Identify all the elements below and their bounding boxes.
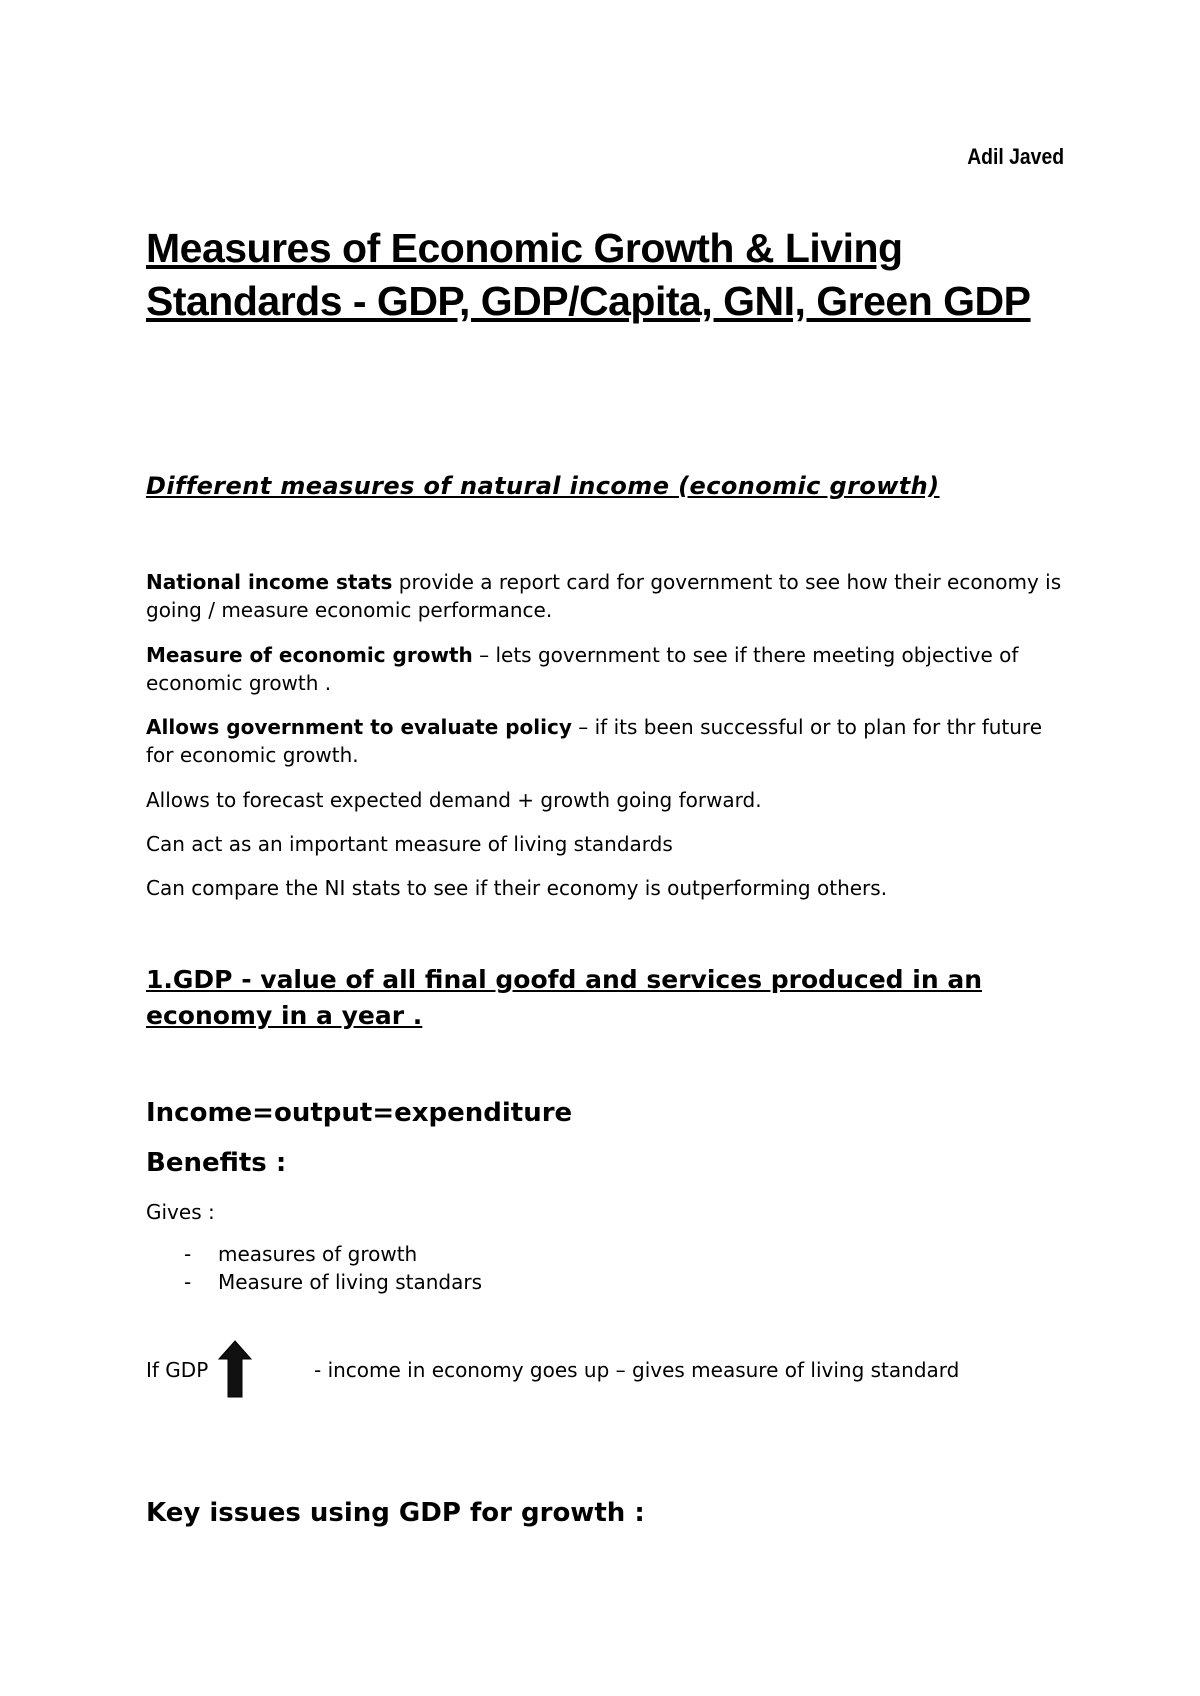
- paragraph-text: Can act as an important measure of living standards: [146, 832, 673, 856]
- paragraph: [146, 641, 1066, 697]
- key-issues-heading: Key issues using GDP for growth :: [146, 1498, 645, 1528]
- up-arrow-icon: [217, 1340, 253, 1398]
- paragraph: [146, 568, 1066, 624]
- paragraph: [146, 874, 1066, 902]
- paragraph-lead: National income stats: [146, 570, 393, 594]
- list-item-text: Measure of living standars: [218, 1270, 483, 1294]
- gdp-up-prefix: If GDP: [146, 1358, 209, 1382]
- paragraph: [146, 713, 1066, 769]
- section-heading: Different measures of natural income (economic growth): [146, 472, 940, 500]
- gives-label: Gives :: [146, 1200, 215, 1224]
- list-item: [146, 1240, 482, 1268]
- gdp-heading: 1.GDP - value of all final goofd and services produced in an economy in a year .: [146, 965, 982, 1030]
- gdp-up-row: [146, 1340, 1106, 1400]
- paragraph-text: provide a report card for government to see how their economy is going / measure economic performance.: [146, 570, 1062, 622]
- bullet-dash: -: [184, 1270, 192, 1294]
- list-item-text: measures of growth: [218, 1242, 418, 1266]
- paragraph: [146, 786, 1066, 814]
- paragraph-lead: Measure of economic growth: [146, 643, 473, 667]
- identity-heading: Income=output=expenditure: [146, 1098, 573, 1128]
- paragraph-lead: Allows government to evaluate policy: [146, 715, 572, 739]
- paragraph-text: – if its been successful or to plan for thr future for economic growth.: [146, 715, 1043, 767]
- paragraph-text: – lets government to see if there meeting objective of economic growth .: [146, 643, 1019, 695]
- page-title: Measures of Economic Growth & Living Standards - GDP, GDP/Capita, GNI, Green GDP: [146, 225, 1031, 324]
- benefits-heading: Benefits :: [146, 1148, 287, 1178]
- paragraph-text: Can compare the NI stats to see if their economy is outperforming others.: [146, 876, 888, 900]
- author-name: Adil Javed: [967, 144, 1064, 169]
- bullet-dash: -: [184, 1242, 192, 1266]
- list-item: [146, 1268, 482, 1296]
- paragraph-text: Allows to forecast expected demand + growth going forward.: [146, 788, 762, 812]
- paragraph: [146, 830, 1066, 858]
- benefits-list: [146, 1240, 482, 1296]
- gdp-up-description: - income in economy goes up – gives measure of living standard: [314, 1358, 960, 1382]
